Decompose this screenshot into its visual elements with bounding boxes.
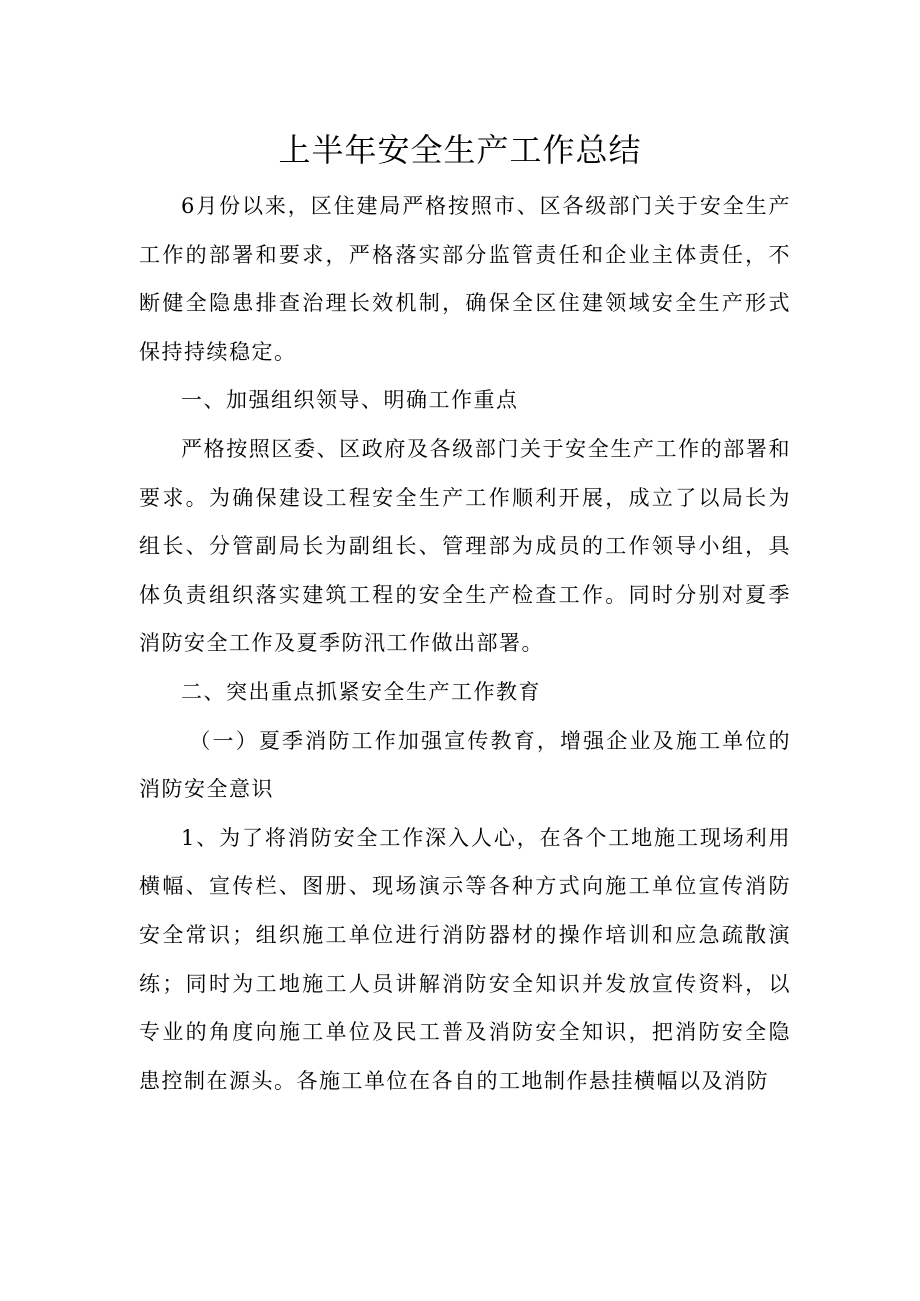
paragraph-intro: 6月份以来，区住建局严格按照市、区各级部门关于安全生产工作的部署和要求，严格落实部分监管责任和企业主体责任，不断健全隐患排查治理长效机制，确保全区住建领域安全生产形式保持持续稳定。 (139, 194, 791, 364)
paragraph-item-1: 1、为了将消防安全工作深入人心，在各个工地施工现场利用横幅、宣传栏、图册、现场演示等各种方式向施工单位宣传消防安全常识；组织施工单位进行消防器材的操作培训和应急疏散演练；同时为工地施工人员讲解消防安全知识并发放宣传资料，以专业的角度向施工单位及民工普及消防安全知识，把消防安全隐患控制在源头。各施工单位在各自的工地制作悬挂横幅以及消防 (139, 825, 791, 1093)
document-body (139, 182, 791, 1105)
section-heading-1: 一、加强组织领导、明确工作重点 (181, 388, 519, 413)
document-title: 上半年安全生产工作总结 (278, 131, 642, 169)
paragraph-section-1: 严格按照区委、区政府及各级部门关于安全生产工作的部署和要求。为确保建设工程安全生产工作顺利开展，成立了以局长为组长、分管副局长为副组长、管理部为成员的工作领导小组，具体负责组织落实建筑工程的安全生产检查工作。同时分别对夏季消防安全工作及夏季防汛工作做出部署。 (139, 436, 791, 656)
subsection-heading-1: （一）夏季消防工作加强宣传教育，增强企业及施工单位的消防安全意识 (139, 728, 791, 802)
section-heading-2: 二、突出重点抓紧安全生产工作教育 (181, 679, 541, 704)
